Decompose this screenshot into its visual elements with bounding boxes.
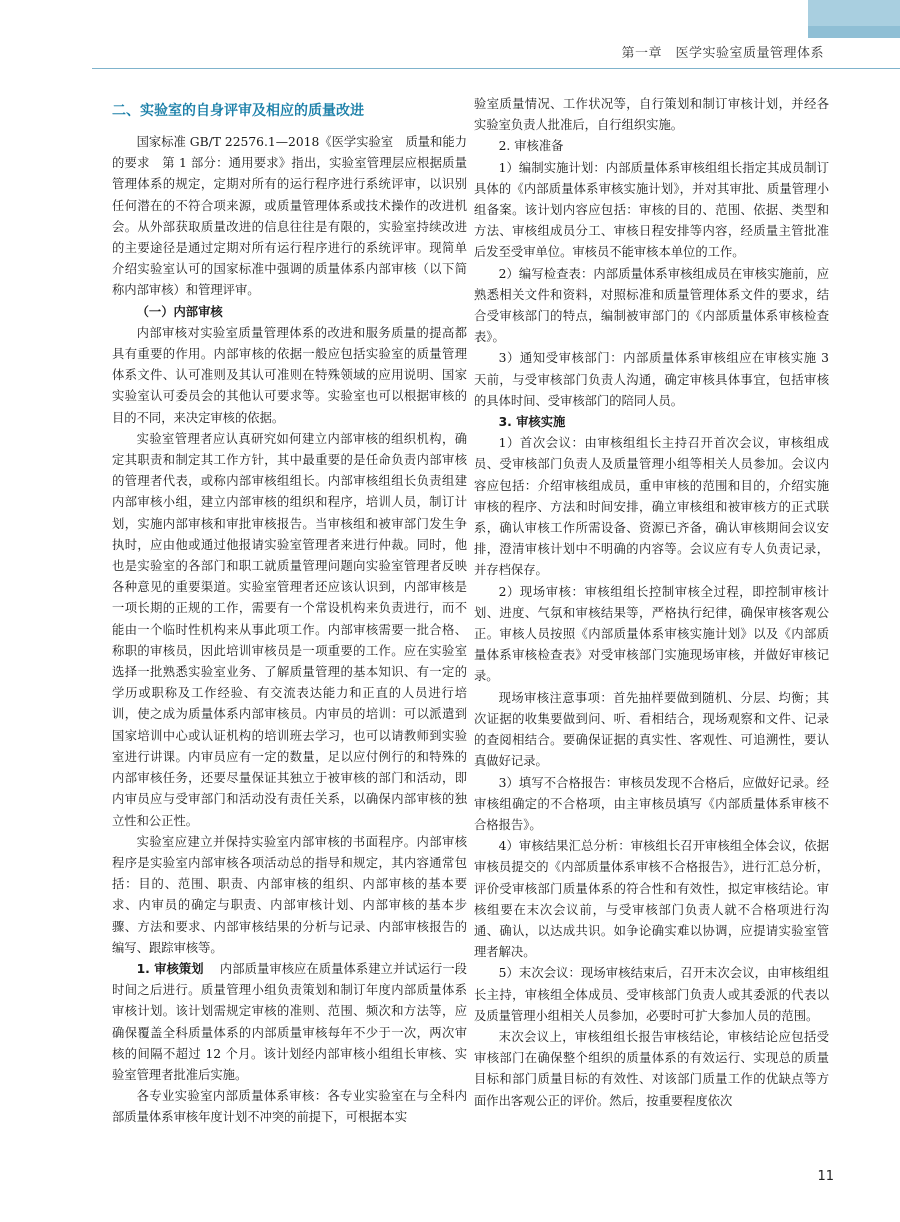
paragraph: 实验室管理者应认真研究如何建立内部审核的组织机构，确定其职责和制定其工作方针，其中最重要的是任命负责内部审核的管理者代表，或称内部审核组组长。内部审核组组长负责组建内部审核小组，建立内部审核的组织和程序，培训人员，制订计划，实施内部审核和审批审核报告。当审核组和被审部门发生争执时，应由他或通过他报请实验室管理者来进行仲裁。同时，他也是实验室的各部门和职工就质量管理问题向实验室管理者反映各种意见的重要渠道。实验室管理者还应该认识到，内部审核是一项长期的正规的工作，需要有一个常设机构来负责进行，而不能由一个临时性机构来从事此项工作。内部审核需要一批合格、称职的审核员，因此培训审核员是一项重要的工作。应在实验室选择一批熟悉实验室业务、了解质量管理的基本知识、有一定的学历或职称及工作经验、有交流表达能力和正直的人员进行培训，使之成为质量体系内部审核员。内审员的培训：可以派遣到国家培训中心或认证机构的培训班去学习，也可以请教师到实验室进行讲课。内审员应有一定的数量，足以应付例行的和特殊的内部审核任务，还要尽量保证其独立于被审核的部门和活动，即内审员应与受审部门和活动没有责任关系，以确保内部审核的独立性和公正性。 [112,431,467,828]
paragraph: 内部审核对实验室质量管理体系的改进和服务质量的提高都具有重要的作用。内部审核的依据一般应包括实验室的质量管理体系文件、认可准则及其认可准则在特殊领域的应用说明、国家实验室认可委员会的其他认可要求等。实验室也可以根据审核的目的不同，来决定审核的依据。 [112,325,467,425]
intro-paragraph: 国家标准 GB/T 22576.1—2018《医学实验室 质量和能力的要求 第 1 部分：通用要求》指出，实验室管理层应根据质量管理体系的规定，定期对所有的运行程序进行系统评审，以识别任何潜在的不符合项来源，或质量管理体系或技术操作的改进机会。从外部获取质量改进的信息往往是有限的，实验室持续改进的主要途径是通过定期对所有运行程序进行的系统评审。现简单介绍实验室认可的国家标准中强调的质量体系内部审核（以下简称内部审核）和管理评审。 [112,135,467,298]
corner-tab-accent [808,26,900,38]
paragraph: 3）填写不合格报告：审核员发现不合格后，应做好记录。经审核组确定的不合格项，由主审核员填写《内部质量体系审核不合格报告》。 [474,775,829,832]
paragraph: 各专业实验室内部质量体系审核：各专业实验室在与全科内部质量体系审核年度计划不冲突的前提下，可根据本实 [112,1089,467,1125]
header-rule [92,68,900,69]
paragraph: 末次会议上，审核组组长报告审核结论，审核结论应包括受审核部门在确保整个组织的质量体系的有效运行、实现总的质量目标和部门质量目标的有效性、对该部门质量工作的优缺点等方面作出客观公正的评价。然后，按重要程度依次 [474,1029,829,1108]
paragraph: 现场审核注意事项：首先抽样要做到随机、分层、均衡；其次证据的收集要做到问、听、看相结合，现场观察和文件、记录的查阅相结合。要确保证据的真实性、客观性、可追溯性，要认真做好记录。 [474,690,829,769]
paragraph: 验室质量情况、工作状况等，自行策划和制订审核计划，并经各实验室负责人批准后，自行组织实施。 [474,97,829,133]
paragraph: 2）编写检查表：内部质量体系审核组成员在审核实施前，应熟悉相关文件和资料，对照标准和质量管理体系文件的要求，结合受审核部门的特点，编制被审部门的《内部质量体系审核检查表》。 [474,266,829,345]
numbered-heading: 1. 审核策划 [136,961,204,976]
section-heading: 二、实验室的自身评审及相应的质量改进 [112,103,364,119]
paragraph: 3）通知受审核部门：内部质量体系审核组应在审核实施 3 天前，与受审核部门负责人沟通，确定审核具体事宜，包括审核的具体时间、受审核部门的陪同人员。 [474,351,829,408]
numbered-heading: 3. 审核实施 [498,415,566,430]
left-column [112,94,467,1129]
corner-tab [808,0,900,26]
paragraph-body: 内部质量审核应在质量体系建立并试运行一段时间之后进行。质量管理小组负责策划和制订年度内部质量体系审核计划。该计划需规定审核的准则、范围、频次和方法等，应确保覆盖全科质量体系的内部质量审核每年不少于一次，两次审核的间隔不超过 12 个月。该计划经内部审核小组组长审核、实验室管理者批准后实施。 [112,961,467,1082]
paragraph: 1）编制实施计划：内部质量体系审核组组长指定其成员制订具体的《内部质量体系审核实施计划》，并对其审批、质量管理小组备案。该计划内容应包括：审核的目的、范围、依据、类型和方法、审核组成员分工、审核日程安排等内容，经质量主管批准后发至受审单位。审核员不能审核本单位的工作。 [474,160,829,260]
paragraph: 2）现场审核：审核组组长控制审核全过程，即控制审核计划、进度、气氛和审核结果等，严格执行纪律，确保审核客观公正。审核人员按照《内部质量体系审核实施计划》以及《内部质量体系审核检查表》对受审核部门实施现场审核，并做好审核记录。 [474,584,829,684]
running-header: 第一章 医学实验室质量管理体系 [621,46,824,61]
paragraph: 5）末次会议：现场审核结束后，召开末次会议，由审核组组长主持，审核组全体成员、受审核部门负责人或其委派的代表以及质量管理小组相关人员参加，必要时可扩大参加人员的范围。 [474,966,829,1023]
audit-planning-paragraph [112,959,467,1086]
right-column [474,94,829,1112]
numbered-heading: 2. 审核准备 [498,139,564,154]
paragraph: 实验室应建立并保持实验室内部审核的书面程序。内部审核程序是实验室内部审核各项活动总的指导和规定，其内容通常包括：目的、范围、职责、内部审核的组织、内部审核的基本要求、内审员的确定与职责、内部审核计划、内部审核的基本步骤、方法和要求、内部审核结果的分析与记录、内部审核报告的编写、跟踪审核等。 [112,834,467,955]
subsection-heading: （一）内部审核 [136,304,223,319]
paragraph: 1）首次会议：由审核组组长主持召开首次会议，审核组成员、受审核部门负责人及质量管理小组等相关人员参加。会议内容应包括：介绍审核组成员，重申审核的范围和目的，介绍实施审核的程序、方法和时间安排，确立审核组和被审核方的正式联系，确认审核工作所需设备、资源已齐备，确认审核期间会议安排，澄清审核计划中不明确的内容等。会议应有专人负责记录，并存档保存。 [474,436,829,578]
paragraph: 4）审核结果汇总分析：审核组长召开审核组全体会议，依据审核员提交的《内部质量体系审核不合格报告》，进行汇总分析，评价受审核部门质量体系的符合性和有效性，拟定审核结论。审核组要在末次会议前，与受审核部门负责人就不合格项进行沟通、确认，以达成共识。如争论确实难以协调，应提请实验室管理者解决。 [474,839,829,960]
page-number: 11 [817,1169,834,1184]
